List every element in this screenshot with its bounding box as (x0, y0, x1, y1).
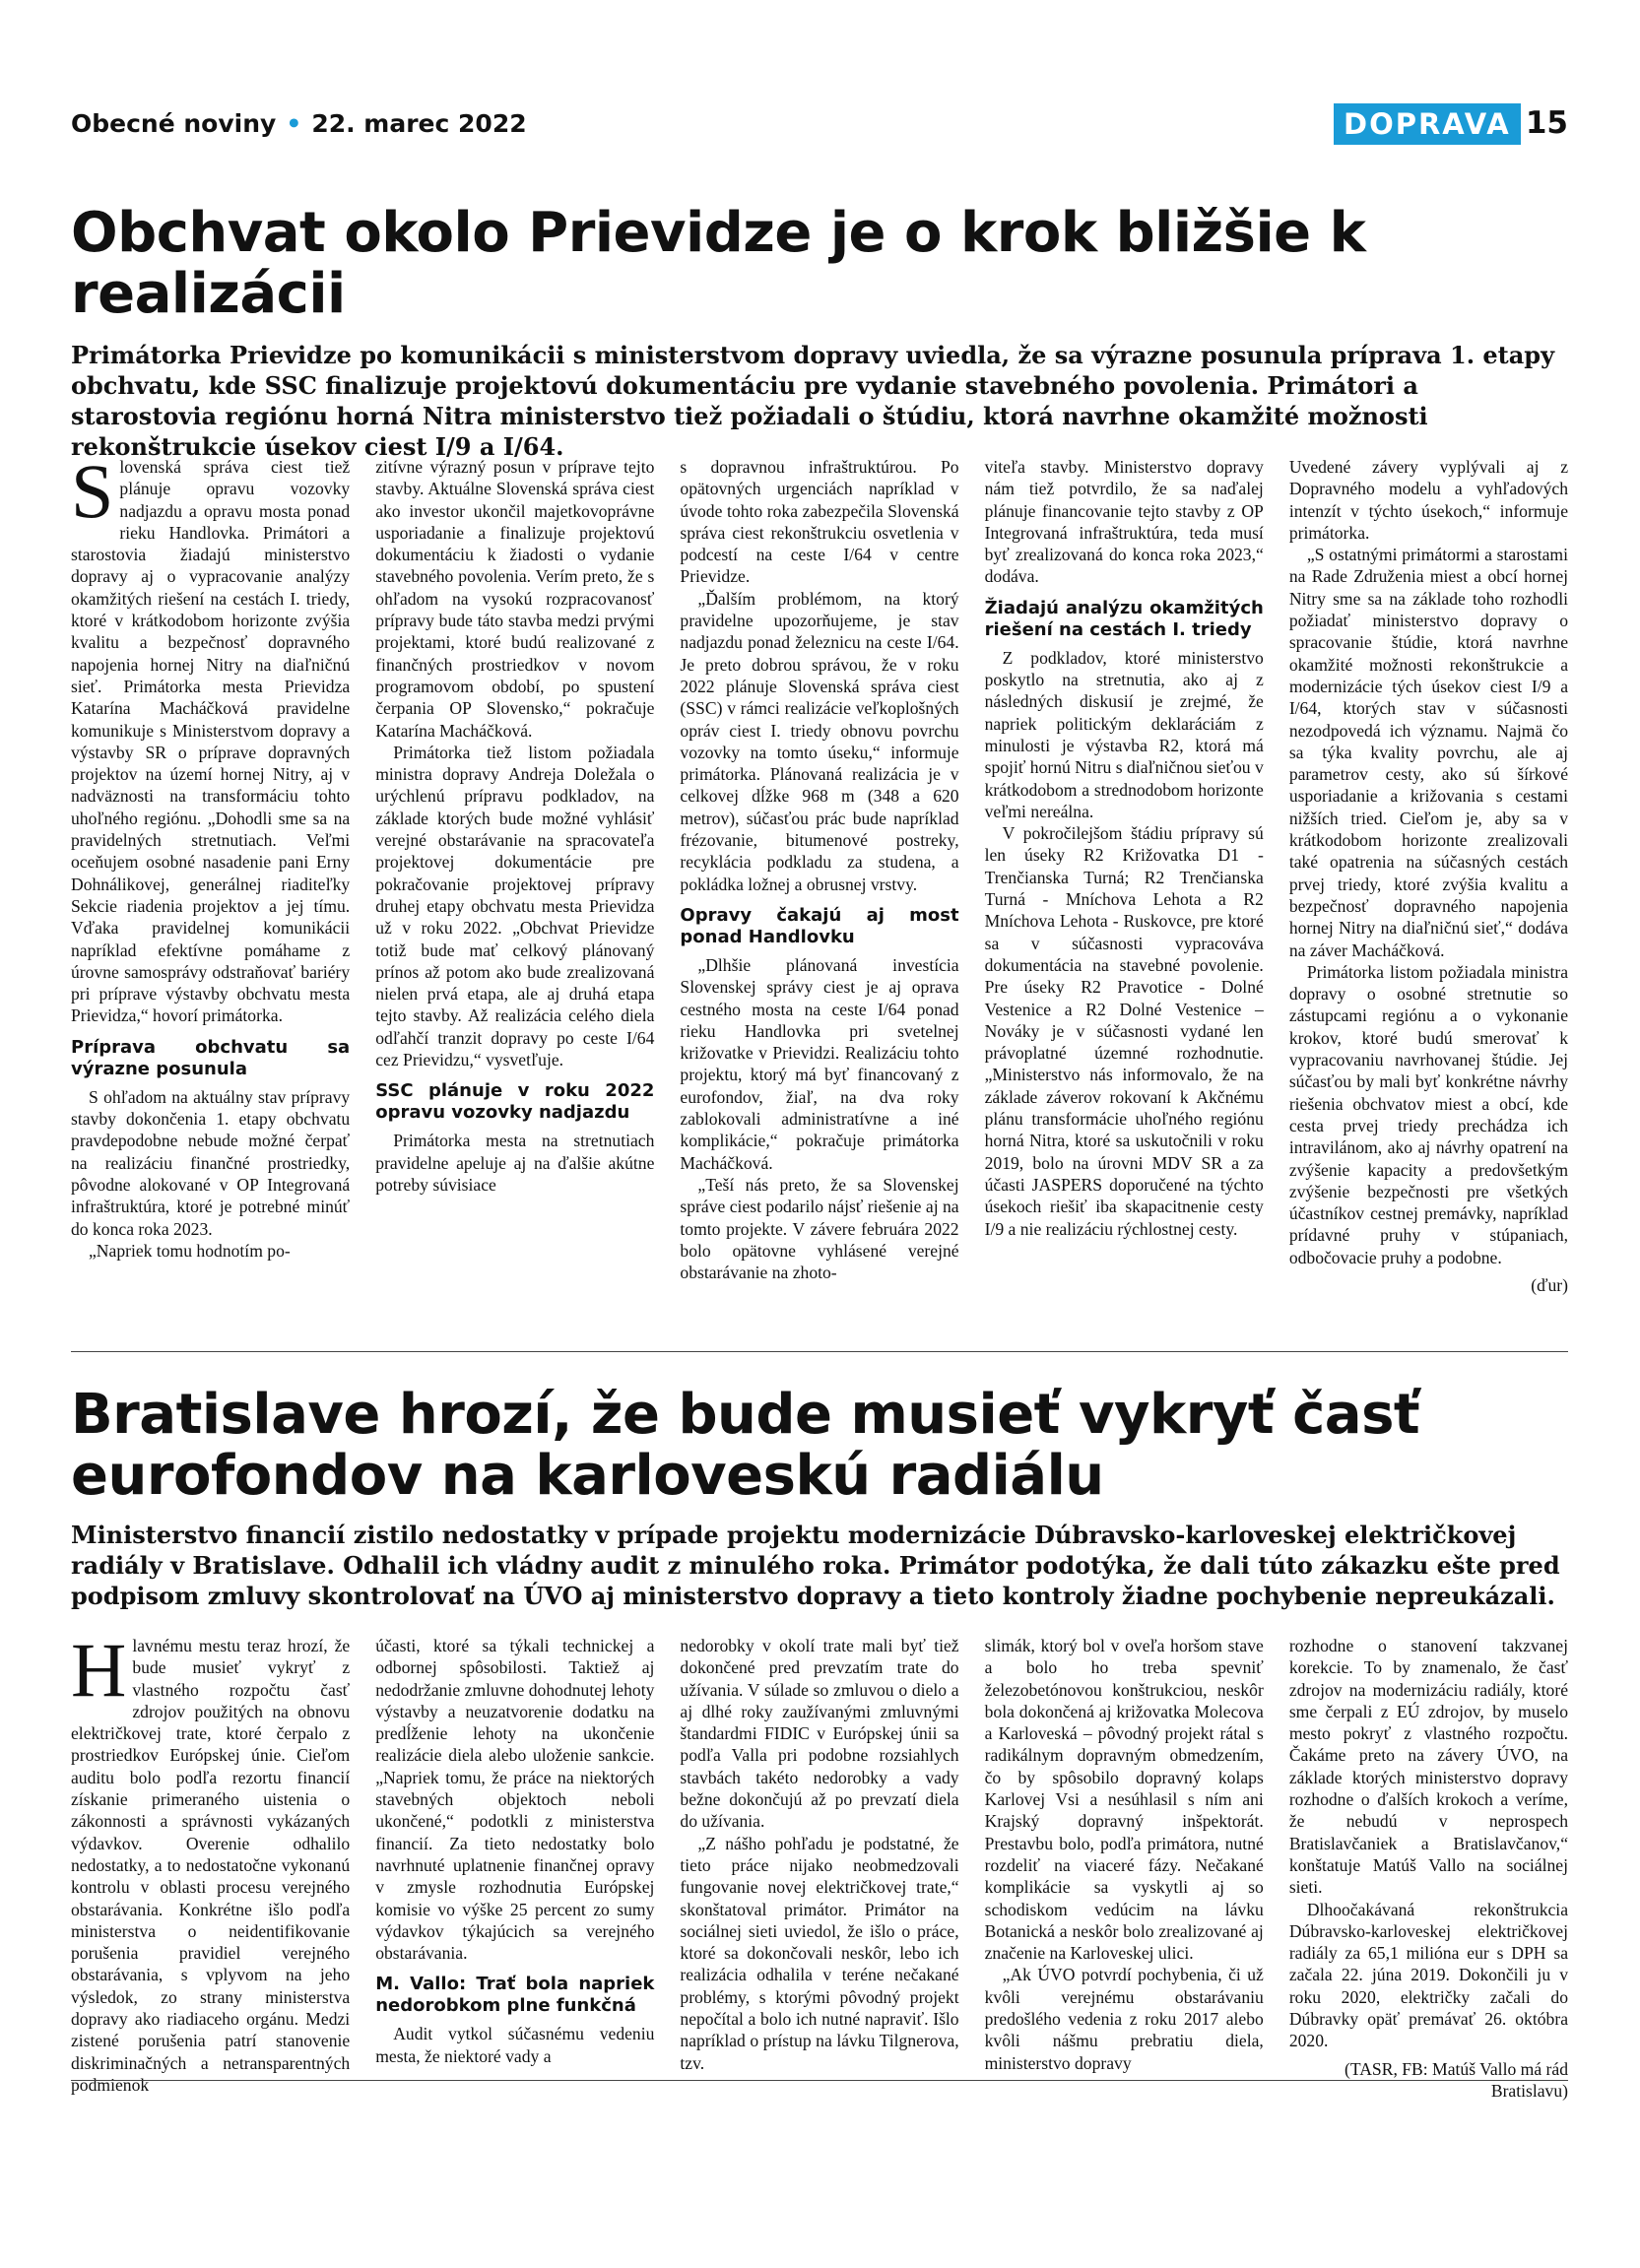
article2-column-1 (71, 1627, 351, 2095)
paragraph: s dopravnou infraštruktúrou. Po opätovných urgenciách napríklad v úvode tohto roka zabezpečila Slovenská správa ciest rekonštrukciu osvetlenia v podcestí na ceste I/64 v centre Prievidze. (680, 457, 959, 587)
paragraph: „Z nášho pohľadu je podstatné, že tieto práce nijako neobmedzovali fungovanie novej električkovej trate,“ skonštatoval primátor. Primátor na sociálnej sieti uviedol, že išlo o práce, ktoré sa dokončovali neskôr, lebo ich realizácia odhalila v teréne nečakané problémy, s ktorými pôvodný projekt nepočítal a bolo ich nutné napraviť. Išlo napríklad o prístup na lávku Tilgnerova, tzv. (680, 1833, 959, 2073)
article1-column-1 (71, 448, 351, 1342)
paragraph: slimák, ktorý bol v oveľa horšom stave a bolo ho treba spevniť železobetónovou konštrukciou, neskôr bola dokončená aj križovatka Molecova a Karloveská – pôvodný projekt rátal s radikálnym dopravným obmedzením, čo by spôsobilo dopravný kolaps Karlovej Vsi a nesúhlasil s ním ani Krajský dopravný inšpektorát. Prestavbu bolo, podľa primátora, nutné rozdeliť na viaceré fázy. Nečakané komplikácie sa vyskytli aj so schodiskom vedúcim na lávku Botanická a neskôr bolo zrealizované aj značenie na Karloveskej ulici. (984, 1636, 1264, 1964)
subheading: Príprava obchvatu sa výrazne posunula (71, 1036, 351, 1079)
article1-column-5 (1289, 456, 1568, 1342)
article1-column-2 (375, 456, 654, 1342)
paragraph: rozhodne o stanovení takzvanej korekcie. To by znamenalo, že časť zdrojov na modernizáciu radiály, ktoré sme čerpali z EÚ zdrojov, by muselo mesto pokryť z vlastného rozpočtu. Čakáme preto na závery ÚVO, na základe ktorých ministerstvo dopravy rozhodne o ďalších krokoch a veríme, že nebudú v neprospech Bratislavčaniek a Bratislavčanov,“ konštatuje Matúš Vallo na sociálnej sieti. (1288, 1636, 1569, 1898)
article1-body (71, 448, 1569, 1342)
masthead (71, 109, 527, 138)
byline: (ďur) (1531, 1274, 1569, 1295)
paragraph: Primátorka mesta na stretnutiach pravidelne apeluje aj na ďalšie akútne potreby súvisiace (375, 1131, 655, 1195)
article1-column-4 (985, 456, 1264, 1342)
paragraph: „Dlhšie plánovaná investícia Slovenskej správy ciest je aj oprava cestného mosta na ceste I/64 ponad rieku Handlovka pri svetelnej križovatke v Prievidzi. Realizáciu tohto projektu, ktorý má byť financovaný z eurofondov, žiaľ, na dva roky zablokovali administratívne a iné komplikácie,“ pokračuje primátorka Macháčková. (680, 954, 959, 1173)
subheading: Opravy čakajú aj most ponad Handlovku (680, 904, 959, 947)
article2-body (71, 1627, 1569, 2101)
paragraph: lavnému mestu teraz hrozí, že bude musieť vykryť z vlastného rozpočtu časť zdrojov použitých na obnovu električkovej trate, ktoré čerpalo z prostriedkov Európskej únie. Cieľom auditu bolo podľa rezortu financií získanie primeraného uistenia o zákonnosti a správnosti vykázaných výdavkov. Overenie odhalilo nedostatky, a to nedostatočne vykonanú kontrolu v oblasti procesu verejného obstarávania. Konkrétne išlo podľa ministerstva o neidentifikovanie porušenia pravidiel verejného obstarávania, s vplyvom na jeho výsledok, zo strany ministerstva dopravy ako riadiaceho orgánu. Medzi zistené porušenia patrí stanovenie diskriminačných a netransparentných podmienok (71, 1636, 351, 2095)
article2-column-3 (680, 1635, 959, 2073)
subheading: Žiadajú analýzu okamžitých riešení na cestách I. triedy (984, 597, 1264, 640)
article2-column-5 (1288, 1635, 1569, 2101)
paragraph: „S ostatnými primátormi a starostami na Rade Združenia miest a obcí hornej Nitry sme sa na základe toho rozhodli požiadať ministerstvo dopravy o spracovanie štúdie, ktorá navrhne okamžité možnosti rekonštrukcie a modernizácie tých úsekov ciest I/9 a I/64, ktorých stav v súčasnosti nezodpovedá ich významu. Najmä čo sa týka kvality povrchu, ale aj parametrov cesty, ako sú šírkové usporiadanie a križovania s cestami nižších tried. Cieľom je, aby sa v krátkodobom horizonte zrealizovali také opatrenia na súčasných cestách prvej triedy, ktoré zvýšia kvalitu a bezpečnosť dopravného napojenia hornej Nitry na diaľničnú sieť,“ dodáva na záver Macháčková. (1288, 545, 1569, 960)
article-divider (71, 1351, 1568, 1352)
article1-headline: Obchvat okolo Prievidze je o krok bližšie k realizácii (71, 201, 1366, 326)
issue-date: 22. marec 2022 (311, 109, 527, 138)
paragraph: účasti, ktoré sa týkali technickej a odbornej spôsobilosti. Taktiež aj nedodržanie zmluvne dohodnutej lehoty výstavby a neuzatvorenie dodatku na predĺženie lehoty na ukončenie realizácie diela alebo uloženie sankcie. „Napriek tomu, že práce na niektorých stavebných objektoch neboli ukončené,“ podotkli z ministerstva financií. Za tieto nedostatky bolo navrhnuté uplatnenie finančnej opravy v zmysle rozhodnutia Európskej komisie vo výške 25 percent zo sumy výdavkov týkajúcich sa verejného obstarávania. (375, 1636, 655, 1964)
subheading: M. Vallo: Trať bola napriek nedorobkom plne funkčná (375, 1974, 655, 2017)
paragraph: Uvedené závery vyplývali aj z Dopravného modelu a vyhľadových intenzít v týchto úsekoch,“ informuje primátorka. (1288, 457, 1569, 543)
page-bottom-rule (71, 2080, 1568, 2081)
subheading: SSC plánuje v roku 2022 opravu vozovky nadjazdu (375, 1080, 655, 1124)
byline: (TASR, FB: Matúš Vallo má rád Bratislavu) (1345, 2058, 1569, 2101)
page-number: 15 (1525, 105, 1568, 141)
paragraph: „Teší nás preto, že sa Slovenskej správe ciest podarilo nájsť riešenie aj na tomto projekte. V závere februára 2022 bolo opätovne vyhlásené verejné obstarávanie na zhoto- (680, 1174, 959, 1283)
header-separator: • (286, 109, 302, 138)
paragraph: „Ďalším problémom, na ktorý pravidelne upozorňujeme, je stav nadjazdu ponad železnicu na ceste I/64. Je preto dobrou správou, že v roku 2022 plánuje Slovenská správa ciest (SSC) v rámci realizácie veľkoplošných opráv ciest I. triedy obnovu povrchu vozovky na tomto úseku,“ informuje primátorka. Plánovaná realizácia je v celkovej dĺžke 968 m (348 a 620 metrov), súčasťou prác bude napríklad frézovanie, bitumenové postreky, recyklácia podkladu za studena, a pokládka ložnej a obrusnej vrstvy. (680, 588, 959, 894)
paragraph: Dlhoočakávaná rekonštrukcia Dúbravsko-karloveskej električkovej radiály za 65,1 milióna eur s DPH sa začala 22. júna 2019. Dokončili ju v roku 2020, električky začali do Dúbravky opäť premávať 26. októbra 2020. (1288, 1899, 1569, 2051)
dropcap: S (71, 448, 114, 534)
paper-name: Obecné noviny (71, 109, 277, 138)
article1-lead: Primátorka Prievidze po komunikácii s ministerstvom dopravy uviedla, že sa výrazne posunula príprava 1. etapy obchvatu, kde SSC finalizuje projektovú dokumentáciu pre vydanie stavebného povolenia. Primátori a starostovia regiónu horná Nitra ministerstvo tiež požiadali o štúdiu, ktorá navrhne okamžité možnosti rekonštrukcie úsekov ciest I/9 a I/64. (71, 341, 1555, 461)
section-label: DOPRAVA (1334, 103, 1521, 145)
paragraph: Primátorka listom požiadala ministra dopravy o osobné stretnutie so zástupcami regiónu a o vykonanie krokov, ktoré budú smerovať k vypracovaniu navrhovanej štúdie. Jej súčasťou by mali byť konkrétne návrhy riešenia obchvatov miest a obcí, kde cesta prvej triedy prechádza ich intravilánom, ako aj návrhy opatrení na zvýšenie kapacity a predovšetkým zvýšenie bezpečnosti pre všetkých účastníkov cestnej premávky, napríklad prídavné pruhy v stúpaniach, odbočovacie pruhy a podobne. (1288, 961, 1569, 1267)
paragraph: Audit vytkol súčasnému vedeniu mesta, že niektoré vady a (375, 2024, 655, 2066)
paragraph: S ohľadom na aktuálny stav prípravy stavby dokončenia 1. etapy obchvatu pravdepodobne nebude možné čerpať na realizáciu finančné prostriedky, pôvodne alokované v OP Integrovaná infraštruktúra, ktoré je potrebné minúť do konca roka 2023. (71, 1086, 351, 1239)
dropcap: H (71, 1627, 127, 1713)
paragraph: viteľa stavby. Ministerstvo dopravy nám tiež potvrdilo, že sa naďalej plánuje financovanie tejto stavby z OP Integrovaná infraštruktúra, teda musí byť zrealizovaná do konca roka 2023,“ dodáva. (984, 457, 1264, 587)
article2-column-2 (375, 1635, 654, 2068)
paragraph: „Napriek tomu hodnotím po- (89, 1240, 291, 1261)
article2-column-4 (984, 1635, 1264, 2073)
article2-lead: Ministerstvo financií zistilo nedostatky v prípade projektu modernizácie Dúbravsko-karloveskej električkovej radiály v Bratislave. Odhalil ich vládny audit z minulého roka. Primátor podotýka, že dali túto zákazku ešte pred podpisom zmluvy skontrolovať na ÚVO aj ministerstvo dopravy a tieto kontroly žiadne pochybenie nepreukázali. (71, 1521, 1560, 1610)
article2-headline: Bratislave hrozí, že bude musieť vykryť časť eurofondov na karloveskú radiálu (71, 1383, 1420, 1508)
article1-column-3 (680, 456, 958, 1342)
paragraph: „Ak ÚVO potvrdí pochybenia, či už kvôli verejnému obstarávaniu predošlého vedenia z roku 2017 alebo kvôli nášmu prebratiu diela, ministerstvo dopravy (984, 1965, 1264, 2073)
paragraph: V pokročilejšom štádiu prípravy sú len úseky R2 Križovatka D1 - Trenčianska Turná; R2 Trenčianska Turná - Mníchova Lehota a R2 Mníchova Lehota - Ruskovce, pre ktoré sa v súčasnosti vypracováva dokumentácia na stavebné povolenie. Pre úseky R2 Pravotice - Dolné Vestenice a R2 Dolné Vestenice – Nováky je v súčasnosti vydané len právoplatné územné rozhodnutie. „Ministerstvo nás informovalo, že na základe záverov rokovaní k Akčnému plánu transformácie uhoľného regiónu horná Nitra, ktoré sa uskutočnili v roku 2019, bolo na úrovni MDV SR a za účasti JASPERS doporučené na týchto úsekoch riešiť iba skapacitnenie cesty I/9 a nie realizáciu rýchlostnej cesty. (984, 823, 1264, 1239)
paragraph: Primátorka tiež listom požiadala ministra dopravy Andreja Doležala o urýchlenú prípravu podkladov, na základe ktorých bude možné vyhlásiť verejné obstarávanie na spracovateľa projektovej dokumentácie pre pokračovanie projektovej prípravy druhej etapy obchvatu mesta Prievidza už v roku 2022. „Obchvat Prievidze totiž bude mať celkový plánovaný prínos až potom ako bude zrealizovaná nielen prvá etapa, ale aj druhá etapa tejto stavby. Až realizácia celého diela odľahčí tranzit dopravy po ceste I/64 cez Prievidzu,“ vysvetľuje. (375, 742, 655, 1070)
paragraph: Z podkladov, ktoré ministerstvo poskytlo na stretnutia, ako aj z následných diskusií je zrejmé, že napriek politickým deklaráciám z minulosti je výstavba R2, ktorá má spojiť hornú Nitru s diaľničnou sieťou v krátkodobom a strednodobom horizonte veľmi nereálna. (984, 647, 1264, 821)
paragraph: lovenská správa ciest tiež plánuje opravu vozovky nadjazdu a opravu mosta ponad rieku Handlovka. Primátori a starostovia žiadajú ministerstvo dopravy aj o vypracovanie analýzy okamžitých riešení na cestách I. triedy, ktoré v krátkodobom horizonte zvýšia kvalitu a bezpečnosť dopravného napojenia hornej Nitry na diaľničnú sieť. Primátorka mesta Prievidza Katarína Macháčková pravidelne komunikuje s Ministerstvom dopravy a výstavby SR o príprave dopravných projektov na území hornej Nitry, aj v nadväznosti na transformáciu tohto uhoľného regiónu. „Dohodli sme sa na pravidelných stretnutiach. Veľmi oceňujem osobné nasadenie pani Erny Dohnálikovej, generálnej riaditeľky Sekcie riadenia projektov a jej tímu. Vďaka pravidelnej komunikácii napríklad efektívne pomáhame z úrovne samosprávy odstraňovať bariéry pri príprave výstavby obchvatu mesta Prievidza,“ hovorí primátorka. (71, 457, 351, 1026)
page-header (71, 103, 1568, 151)
paragraph: zitívne výrazný posun v príprave tejto stavby. Aktuálne Slovenská správa ciest ako investor ukončil majetkovoprávne usporiadanie a finalizuje projektovú dokumentáciu k žiadosti o vydanie stavebného povolenia. Verím preto, že s ohľadom na vysokú rozpracovanosť prípravy bude táto stavba medzi prvými projektami, ktoré budú realizované z finančných prostriedkov v novom programovom období, po spustení čerpania OP Slovensko,“ pokračuje Katarína Macháčková. (375, 457, 655, 741)
paragraph: nedorobky v okolí trate mali byť tiež dokončené pred prevzatím trate do užívania. V súlade so zmluvou o dielo a aj dlhé roky zaužívanými zmluvnými štandardmi FIDIC v Európskej únii sa podľa Valla pri podobne rozsiahlych stavbách takéto nedorobky a vady bežne dokončujú až po prevzatí diela do užívania. (680, 1636, 959, 1832)
